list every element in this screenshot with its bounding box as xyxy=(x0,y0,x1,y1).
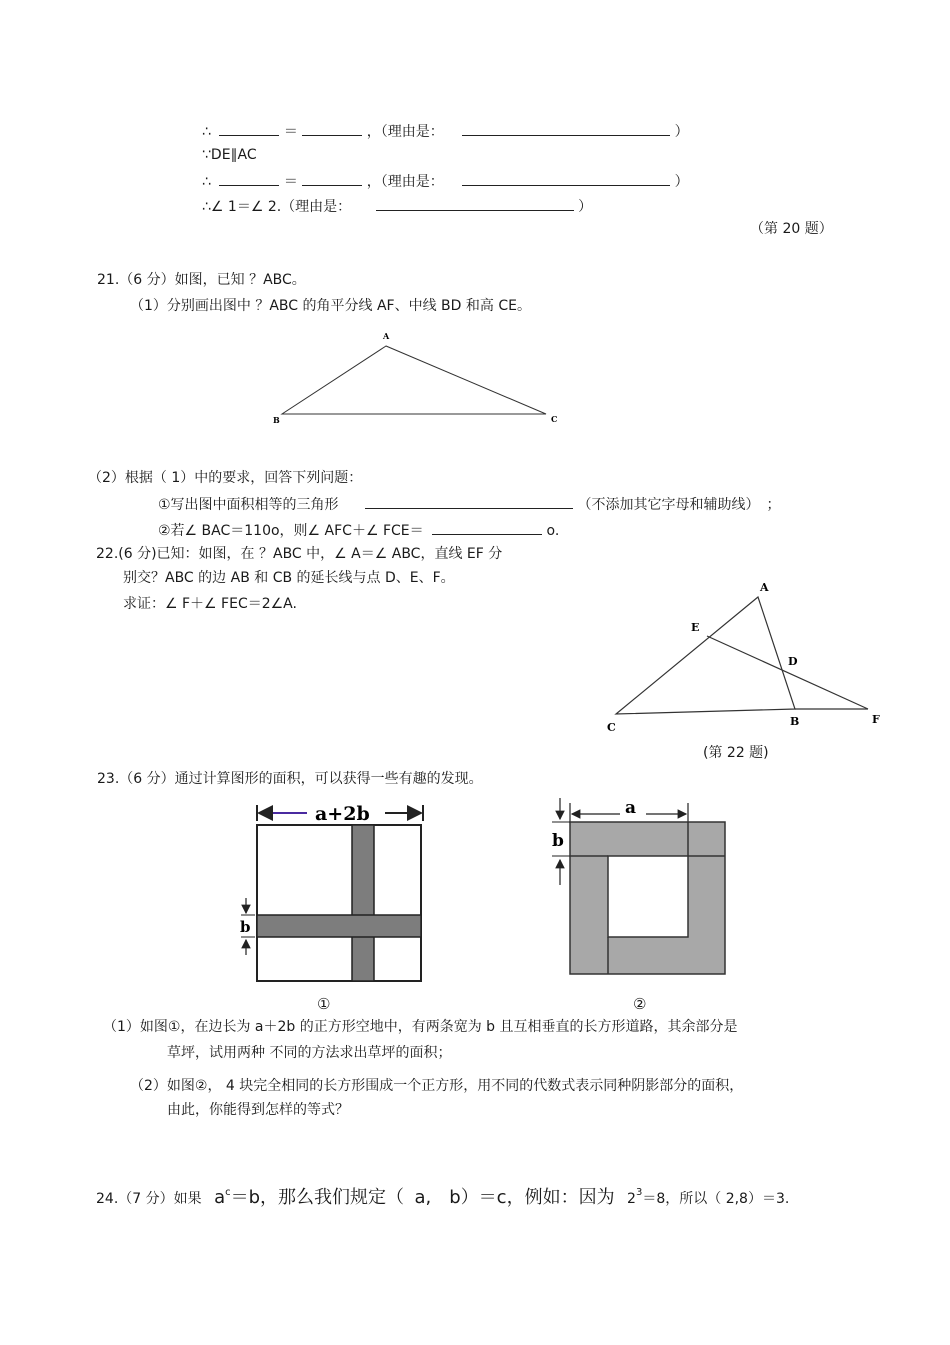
answer-blank[interactable] xyxy=(302,121,362,136)
q24-example-exponent: 3 xyxy=(635,1187,643,1198)
q23-stem: 23.（6 分）通过计算图形的面积，可以获得一些有趣的发现。 xyxy=(97,771,483,787)
label-b: b xyxy=(552,831,564,851)
q21-part2: （2）根据（ 1）中的要求，回答下列问题： xyxy=(88,470,363,486)
q22-caption: (第 22 题) xyxy=(703,745,769,761)
reason-blank[interactable] xyxy=(462,171,670,186)
therefore-symbol: ∴ xyxy=(202,174,211,190)
q21-stem: 21.（6 分）如图，已知 ？ABC。 xyxy=(97,272,306,288)
answer-blank[interactable] xyxy=(219,121,279,136)
reason-blank[interactable] xyxy=(376,196,574,211)
triangle-abc xyxy=(616,597,795,714)
point-label-e: E xyxy=(691,621,700,634)
point-label-c: C xyxy=(607,721,616,734)
q24-pair: a, b xyxy=(414,1187,461,1208)
vertex-label-b: B xyxy=(273,415,280,425)
q23-figure2 xyxy=(540,793,735,983)
q23-figure1 xyxy=(235,795,435,990)
reason-label: ，（理由是： xyxy=(366,124,444,140)
q24-example-base: 2 xyxy=(627,1191,636,1207)
answer-blank[interactable] xyxy=(302,171,362,186)
point-label-d: D xyxy=(788,655,798,668)
sub1-text: ①写出图中面积相等的三角形 xyxy=(158,497,339,513)
line-ef xyxy=(707,636,868,709)
answer-blank[interactable] xyxy=(432,520,542,535)
close-paren: ） xyxy=(578,199,593,215)
q20-line3 xyxy=(202,171,689,191)
point-label-f: F xyxy=(872,713,880,726)
q20-line1 xyxy=(202,121,689,141)
q24-prefix: 24.（7 分）如果 xyxy=(96,1191,202,1207)
q24-example-intro: ）＝c，例如：因为 xyxy=(460,1187,615,1208)
q24-example-result: ＝8，所以（ 2,8）＝3. xyxy=(642,1191,790,1207)
q22-stem2: 别交？ABC 的边 AB 和 CB 的延长线与点 D、E、F。 xyxy=(123,570,455,586)
q20-caption: （第 20 题） xyxy=(750,221,833,237)
sub1-note: （不添加其它字母和辅助线） ； xyxy=(577,497,781,513)
q22-prove: 求证：∠ F＋∠ FEC＝2∠A. xyxy=(123,596,297,612)
q22-figure xyxy=(600,575,895,740)
outer-square xyxy=(257,825,421,981)
q23-part1-line1: （1）如图①，在边长为 a＋2b 的正方形空地中，有两条宽为 b 且互相垂直的长方形道路，其余部分是 xyxy=(103,1019,738,1035)
label-b: b xyxy=(240,918,251,936)
reason-label: ，（理由是： xyxy=(366,174,444,190)
equals-sign: ＝ xyxy=(283,174,298,190)
q24-base: a xyxy=(214,1187,226,1208)
degree-unit: o. xyxy=(546,523,560,539)
therefore-symbol: ∴ xyxy=(202,124,211,140)
figure2-number: ② xyxy=(633,995,647,1013)
vertex-label-a: A xyxy=(383,331,390,341)
q23-part2-line1: （2）如图②， 4 块完全相同的长方形围成一个正方形，用不同的代数式表示同种阴影部分的面积， xyxy=(130,1078,744,1094)
equals-sign: ＝ xyxy=(283,124,298,140)
vertical-road xyxy=(352,825,374,981)
answer-blank[interactable] xyxy=(365,494,573,509)
close-paren: ） xyxy=(674,124,689,140)
label-a-plus-2b: a+2b xyxy=(315,803,370,825)
label-a: a xyxy=(625,798,637,818)
figure1-number: ① xyxy=(317,995,331,1013)
q21-sub1 xyxy=(158,494,780,514)
q20-line2: ∵DE∥AC xyxy=(202,147,257,163)
reason-blank[interactable] xyxy=(462,121,670,136)
q23-part1-line2: 草坪，试用两种 不同的方法求出草坪的面积； xyxy=(167,1045,452,1061)
q24-stem xyxy=(96,1186,789,1213)
conclusion-text: ∴∠ 1＝∠ 2.（理由是： xyxy=(202,199,352,215)
close-paren: ） xyxy=(674,174,689,190)
q22-stem: 22.(6 分)已知：如图，在 ？ABC 中，∠ A＝∠ ABC，直线 EF 分 xyxy=(96,546,503,562)
q24-definition: ＝b，那么我们规定（ xyxy=(230,1187,405,1208)
q23-part2-line2: 由此，你能得到怎样的等式？ xyxy=(167,1102,349,1118)
q24-exponent: c xyxy=(225,1187,231,1198)
sub2-text: ②若∠ BAC＝110o，则∠ AFC＋∠ FCE＝ xyxy=(158,523,424,539)
vertex-label-c: C xyxy=(551,414,558,424)
answer-blank[interactable] xyxy=(219,171,279,186)
q21-triangle-figure xyxy=(260,325,570,430)
q20-line4 xyxy=(202,196,592,216)
point-label-a: A xyxy=(760,581,769,594)
q21-sub2 xyxy=(158,520,559,540)
point-label-b: B xyxy=(790,715,800,728)
horizontal-road xyxy=(257,915,421,937)
q21-part1: （1）分别画出图中 ？ABC 的角平分线 AF、中线 BD 和高 CE。 xyxy=(130,298,531,314)
inner-square xyxy=(608,856,688,937)
triangle-abc xyxy=(282,346,546,414)
